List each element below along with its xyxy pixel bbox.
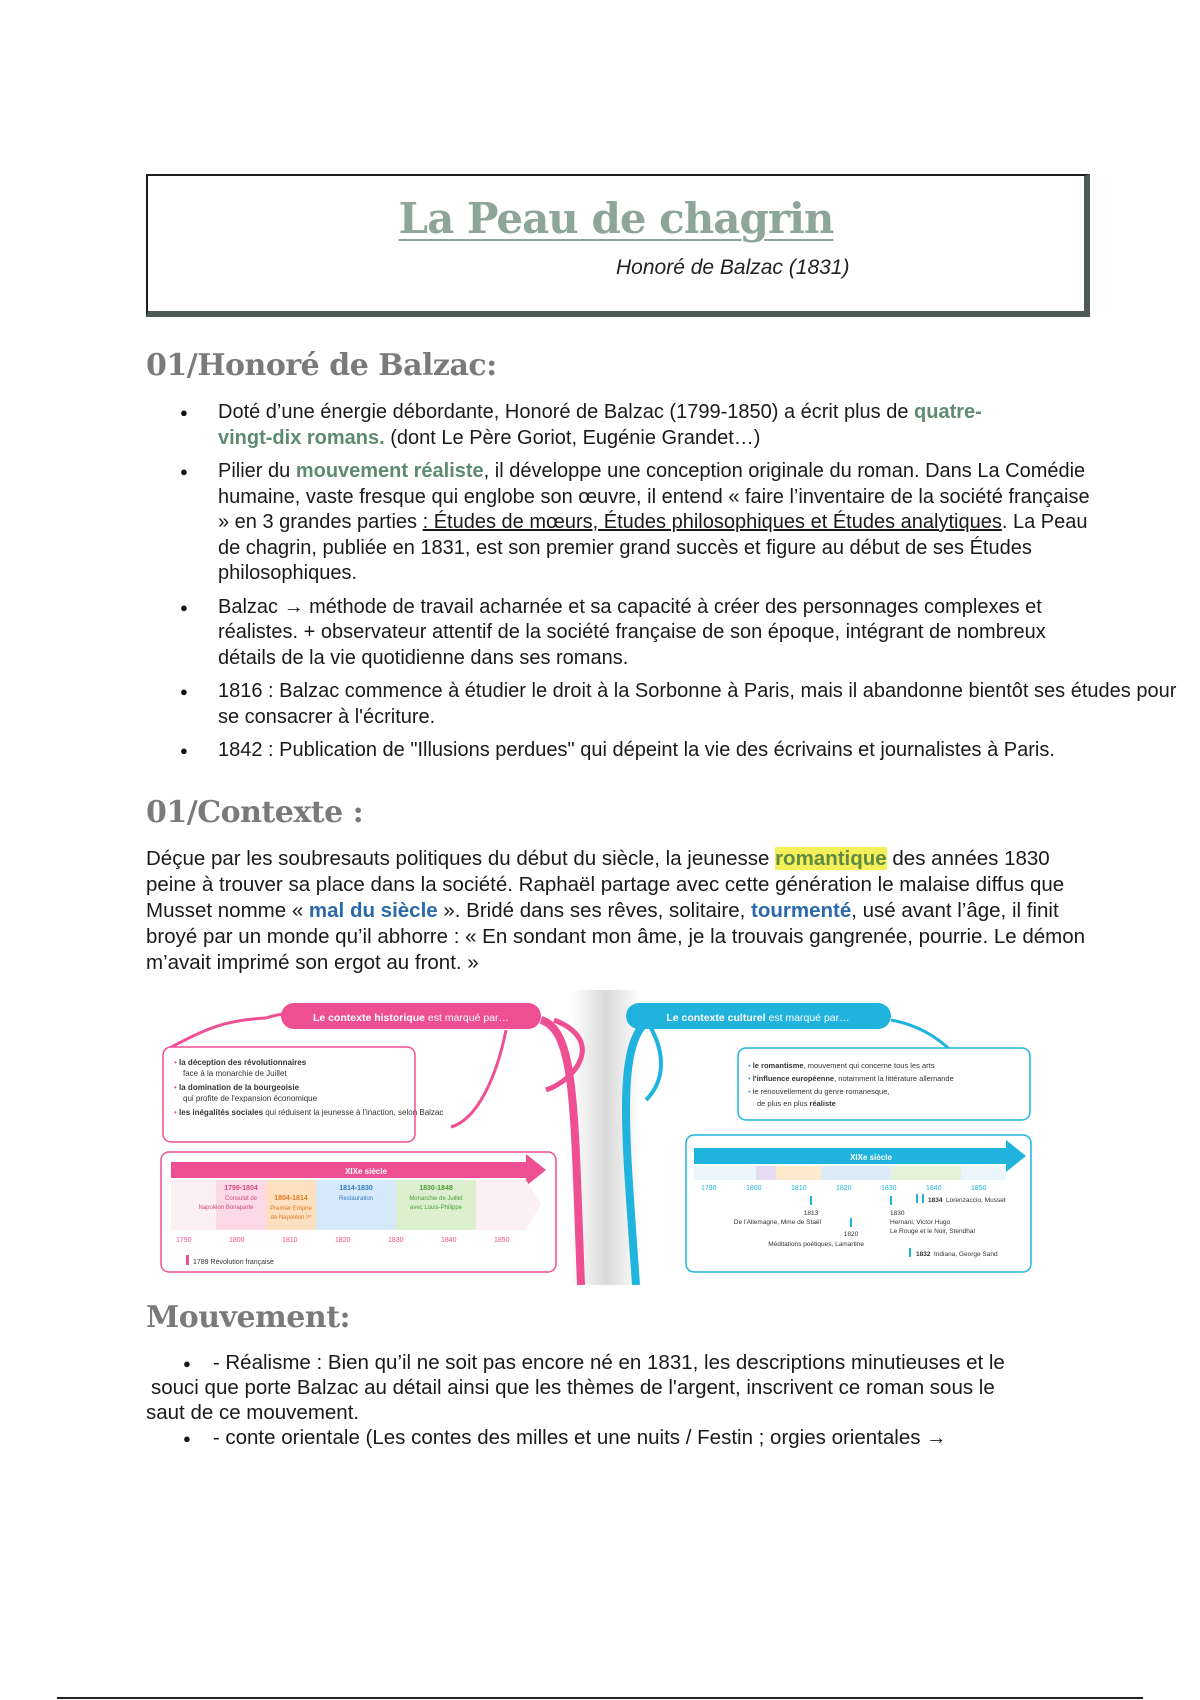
connector-line bbox=[451, 1030, 506, 1127]
bullet-text: , il développe une conception originale du roman. Dans La Comédie humaine, vaste fresque qui englobe son œuvre, il entend « faire l’inventaire de la société française » en 3 grandes parties bbox=[218, 460, 1090, 533]
historical-context-label: Le contexte historique est marqué par… bbox=[312, 1012, 510, 1024]
tick-label: 1820 bbox=[836, 1185, 852, 1192]
paragraph-text: , usé avant l’âge, il finit broyé par un monde qu’il abhorre : « En sondant mon âme, je la trouvais gangrenée, pourrie. Le démon m’avait imprimé son ergot au front. » bbox=[146, 899, 1086, 974]
section-heading-mouvement: Mouvement: bbox=[146, 1300, 351, 1335]
bullet-text-continued: saut de ce mouvement. bbox=[146, 1401, 360, 1424]
period-dates: 1799-1804 bbox=[224, 1185, 258, 1192]
event-marker bbox=[186, 1255, 189, 1265]
tick-label: 1840 bbox=[441, 1237, 457, 1244]
event-marker bbox=[890, 1196, 892, 1205]
period-name: Napoléon Bonaparte bbox=[198, 1205, 254, 1211]
event-marker bbox=[850, 1218, 852, 1227]
tick-label: 1850 bbox=[971, 1185, 987, 1192]
tick-label: 1800 bbox=[746, 1185, 762, 1192]
event-label: Le Rouge et le Noir, Stendhal bbox=[890, 1228, 975, 1235]
event-marker bbox=[916, 1194, 918, 1203]
hist-item-detail: face à la monarchie de Juillet bbox=[183, 1069, 287, 1078]
cult-item: • l'influence européenne, notamment la littérature allemande bbox=[748, 1074, 954, 1083]
tick-label: 1830 bbox=[388, 1237, 404, 1244]
event-marker bbox=[909, 1248, 911, 1257]
cultural-context-box bbox=[738, 1048, 1030, 1120]
bullet-text: Doté d’une énergie débordante, Honoré de Balzac (1799-1850) a écrit plus de bbox=[218, 401, 915, 423]
event-year: 1832 bbox=[916, 1251, 931, 1258]
paragraph-text: ». Bridé dans ses rêves, solitaire, bbox=[437, 899, 752, 922]
event-label: Lorenzaccio, Musset bbox=[946, 1197, 1006, 1204]
period-name: Restauration bbox=[338, 1196, 374, 1202]
period-name: Monarchie de Juillet bbox=[409, 1196, 463, 1202]
period-name: avec Louis-Philippe bbox=[409, 1205, 463, 1211]
bullet-text: Pilier du bbox=[218, 460, 296, 482]
tick-label: 1810 bbox=[791, 1185, 807, 1192]
context-paragraph bbox=[146, 846, 1096, 976]
tick-label: 1850 bbox=[494, 1237, 510, 1244]
bullet-text: 1842 : Publication de "Illusions perdues" qui dépeint la vie des écrivains et journalistes à Paris. bbox=[218, 739, 1055, 761]
tick-label: 1800 bbox=[229, 1237, 245, 1244]
highlight-text: tourmenté bbox=[751, 899, 852, 922]
list-item bbox=[180, 595, 1078, 672]
bullet-text: - conte orientale (Les contes des milles et une nuits / Festin ; orgies orientales → bbox=[212, 1426, 947, 1449]
connector-line bbox=[646, 1020, 661, 1100]
period-dates: 1804-1814 bbox=[274, 1195, 308, 1202]
list-item bbox=[183, 1425, 947, 1451]
paragraph-text: Déçue par les soubresauts politiques du début du siècle, la jeunesse bbox=[146, 847, 776, 870]
event-year: 1830 bbox=[890, 1210, 905, 1217]
bullet-text: . La Peau de chagrin, publiée en 1831, est son premier grand succès et figure au début de ses Études philosophiques. bbox=[218, 511, 1088, 584]
timeline-band-segment bbox=[756, 1166, 776, 1180]
timeline-century-label: XIXe siècle bbox=[850, 1153, 892, 1162]
period-block bbox=[266, 1180, 316, 1230]
period-dates: 1814-1830 bbox=[339, 1185, 373, 1192]
cult-item-detail: de plus en plus réaliste bbox=[757, 1099, 836, 1108]
bullet-text-continued: souci que porte Balzac au détail ainsi que les thèmes de l'argent, inscrivent ce roman sous le bbox=[151, 1376, 995, 1399]
underlined-text: : Études de mœurs, Études philosophiques et Études analytiques bbox=[422, 511, 1002, 533]
context-infographic bbox=[146, 990, 1096, 1285]
event-label: Méditations poétiques, Lamartine bbox=[768, 1241, 864, 1248]
event-marker bbox=[810, 1196, 812, 1205]
hist-item: • la déception des révolutionnaires bbox=[174, 1058, 307, 1067]
list-item bbox=[180, 738, 1200, 764]
bullet-text: Balzac → méthode de travail acharnée et sa capacité à créer des personnages complexes et réalistes. + observateur attentif de la société française de son époque, intégrant de nombreux détails de la vie quotidienne dans ses romans. bbox=[218, 595, 1046, 669]
tick-label: 1790 bbox=[701, 1185, 717, 1192]
document-subtitle: Honoré de Balzac (1831) bbox=[616, 256, 850, 279]
bullet-icon: ● bbox=[183, 1356, 191, 1372]
list-item bbox=[180, 459, 1098, 587]
hist-item: • la domination de la bourgeoisie bbox=[174, 1083, 300, 1092]
tick-label: 1830 bbox=[881, 1185, 897, 1192]
list-item bbox=[183, 1350, 1005, 1376]
timeline-century-label: XIXe siècle bbox=[345, 1167, 387, 1176]
document-title: La Peau de chagrin bbox=[398, 194, 834, 243]
section-heading-contexte: 01/Contexte : bbox=[146, 795, 364, 830]
event-year: 1813 bbox=[803, 1210, 819, 1217]
bullet-text: - Réalisme : Bien qu’il ne soit pas encore né en 1831, les descriptions minutieuses et le bbox=[212, 1351, 1005, 1374]
event-year: 1834 bbox=[928, 1197, 943, 1204]
highlight-text: mal du siècle bbox=[308, 899, 438, 922]
paragraph-text: des années 1830 peine à trouver sa place dans la société. Raphaël partage avec cette génération le malaise diffus que Musset nomme « bbox=[146, 847, 1065, 922]
title-box bbox=[146, 174, 1090, 317]
highlight-text: romantique bbox=[775, 847, 887, 870]
tick-label: 1840 bbox=[926, 1185, 942, 1192]
period-name: Premier Empire bbox=[270, 1206, 312, 1212]
event-label: Hernani, Victor Hugo bbox=[890, 1219, 951, 1226]
bullet-text: 1816 : Balzac commence à étudier le droit à la Sorbonne à Paris, mais il abandonne bientôt ses études pour se consacrer à l'écriture. bbox=[218, 680, 1177, 728]
bullet-text: (dont Le Père Goriot, Eugénie Grandet…) bbox=[384, 426, 761, 449]
list-item bbox=[180, 679, 1178, 730]
historical-periods bbox=[198, 1180, 476, 1230]
event-label: Indiana, George Sand bbox=[934, 1251, 998, 1258]
period-name: Consulat de bbox=[224, 1196, 258, 1202]
event-year: 1820 bbox=[843, 1231, 859, 1238]
period-dates: 1830-1848 bbox=[419, 1185, 453, 1192]
balzac-bullet-list bbox=[180, 400, 1177, 772]
connector-line bbox=[166, 1018, 266, 1050]
timeline-band-segment bbox=[776, 1166, 821, 1180]
hist-item: • les inégalités sociales qui réduisent la jeunesse à l'inaction, selon Balzac bbox=[174, 1108, 444, 1117]
tick-label: 1790 bbox=[176, 1237, 192, 1244]
period-name: de Napoléon Iᵉʳ bbox=[270, 1215, 312, 1221]
highlight-text: mouvement réaliste bbox=[295, 460, 484, 482]
event-marker bbox=[922, 1194, 924, 1203]
list-item bbox=[180, 400, 998, 451]
cultural-context-label: Le contexte culturel est marqué par… bbox=[666, 1012, 850, 1024]
cult-item: • le renouvellement du genre romanesque, bbox=[748, 1087, 890, 1096]
timeline-band-segment bbox=[821, 1166, 891, 1180]
tick-label: 1820 bbox=[335, 1237, 351, 1244]
bullet-icon: ● bbox=[183, 1431, 191, 1447]
bottom-rule bbox=[57, 1697, 1143, 1699]
hist-item-detail: qui profite de l'expansion économique bbox=[183, 1094, 318, 1103]
timeline-band-segment bbox=[891, 1166, 961, 1180]
event-label: De l'Allemagne, Mme de Staël bbox=[733, 1219, 821, 1226]
event-label: 1789 Révolution française bbox=[193, 1259, 274, 1266]
tick-label: 1810 bbox=[282, 1237, 298, 1244]
cult-item: • le romantisme, mouvement qui concerne tous les arts bbox=[748, 1061, 935, 1070]
highlight-text: quatre-vingt-dix romans. bbox=[218, 401, 982, 449]
section-heading-balzac: 01/Honoré de Balzac: bbox=[146, 348, 497, 383]
